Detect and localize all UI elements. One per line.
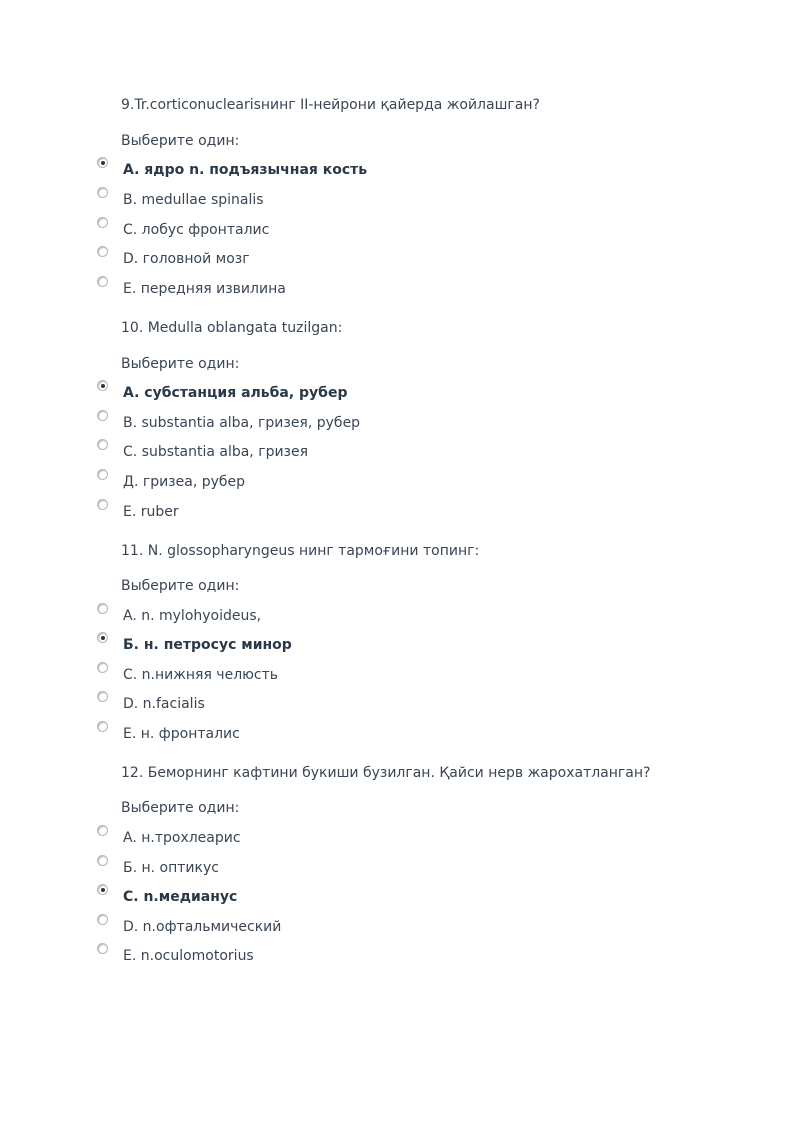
- question-text: 12. Беморнинг кафтини букиши бузилган. Қайси нерв жарохатланган?: [121, 765, 651, 781]
- radio-button[interactable]: [97, 914, 108, 925]
- radio-button[interactable]: [97, 691, 108, 702]
- radio-button[interactable]: [97, 632, 108, 643]
- radio-button[interactable]: [97, 157, 108, 168]
- answer-label: Б. н. оптикус: [123, 860, 219, 876]
- answer-option[interactable]: [0, 442, 800, 468]
- answer-label: E. н. фронталис: [123, 726, 240, 742]
- answer-option[interactable]: [0, 190, 800, 216]
- answer-label: E. передняя извилина: [123, 281, 286, 297]
- answer-option[interactable]: [0, 946, 800, 972]
- answer-label: C. n.медианус: [123, 889, 238, 905]
- answer-label: D. n.facialis: [123, 696, 205, 712]
- radio-button[interactable]: [97, 469, 108, 480]
- answer-option[interactable]: [0, 858, 800, 884]
- answer-label: Б. н. петросус минор: [123, 637, 292, 653]
- answer-label: Д. гризеа, рубер: [123, 474, 246, 490]
- answer-option[interactable]: [0, 160, 800, 186]
- answer-label: C. лобус фронталис: [123, 222, 270, 238]
- answer-label: E. n.oculomotorius: [123, 948, 254, 964]
- answer-option[interactable]: [0, 635, 800, 661]
- answer-option[interactable]: [0, 502, 800, 528]
- radio-button[interactable]: [97, 662, 108, 673]
- answer-label: D. головной мозг: [123, 251, 250, 267]
- radio-button[interactable]: [97, 187, 108, 198]
- answer-label: E. ruber: [123, 504, 179, 520]
- answer-option[interactable]: [0, 249, 800, 275]
- answer-label: A. субстанция альба, рубер: [123, 385, 348, 401]
- radio-button[interactable]: [97, 884, 108, 895]
- answer-option[interactable]: [0, 694, 800, 720]
- answer-label: A. n. mylohyoideus,: [123, 608, 262, 624]
- question-prompt: Выберите один:: [121, 133, 240, 149]
- answer-option[interactable]: [0, 724, 800, 750]
- question-text: 10. Medulla oblangata tuzilgan:: [121, 320, 343, 336]
- answer-option[interactable]: [0, 220, 800, 246]
- radio-button[interactable]: [97, 603, 108, 614]
- answer-label: A. н.трохлеарис: [123, 830, 241, 846]
- answer-option[interactable]: [0, 383, 800, 409]
- question-prompt: Выберите один:: [121, 578, 240, 594]
- radio-button[interactable]: [97, 380, 108, 391]
- answer-option[interactable]: [0, 606, 800, 632]
- radio-button[interactable]: [97, 217, 108, 228]
- answer-label: A. ядро n. подъязычная кость: [123, 162, 368, 178]
- question-text: 11. N. glossopharyngeus нинг тармоғини топинг:: [121, 543, 480, 559]
- radio-button[interactable]: [97, 943, 108, 954]
- radio-button[interactable]: [97, 721, 108, 732]
- answer-label: B. medullae spinalis: [123, 192, 264, 208]
- answer-option[interactable]: [0, 279, 800, 305]
- answer-option[interactable]: [0, 413, 800, 439]
- question-prompt: Выберите один:: [121, 356, 240, 372]
- answer-option[interactable]: [0, 828, 800, 854]
- answer-label: B. substantia alba, гризея, рубер: [123, 415, 361, 431]
- radio-button[interactable]: [97, 246, 108, 257]
- answer-label: C. n.нижняя челюсть: [123, 667, 279, 683]
- answer-option[interactable]: [0, 665, 800, 691]
- radio-button[interactable]: [97, 499, 108, 510]
- question-prompt: Выберите один:: [121, 800, 240, 816]
- radio-button[interactable]: [97, 825, 108, 836]
- radio-button[interactable]: [97, 410, 108, 421]
- radio-button[interactable]: [97, 276, 108, 287]
- answer-label: D. n.офтальмический: [123, 919, 282, 935]
- question-text: 9.Tr.corticonuclearisнинг II-нейрони қайерда жойлашган?: [121, 97, 540, 113]
- answer-option[interactable]: [0, 917, 800, 943]
- radio-button[interactable]: [97, 855, 108, 866]
- answer-label: C. substantia alba, гризея: [123, 444, 309, 460]
- answer-option[interactable]: [0, 887, 800, 913]
- answer-option[interactable]: [0, 472, 800, 498]
- radio-button[interactable]: [97, 439, 108, 450]
